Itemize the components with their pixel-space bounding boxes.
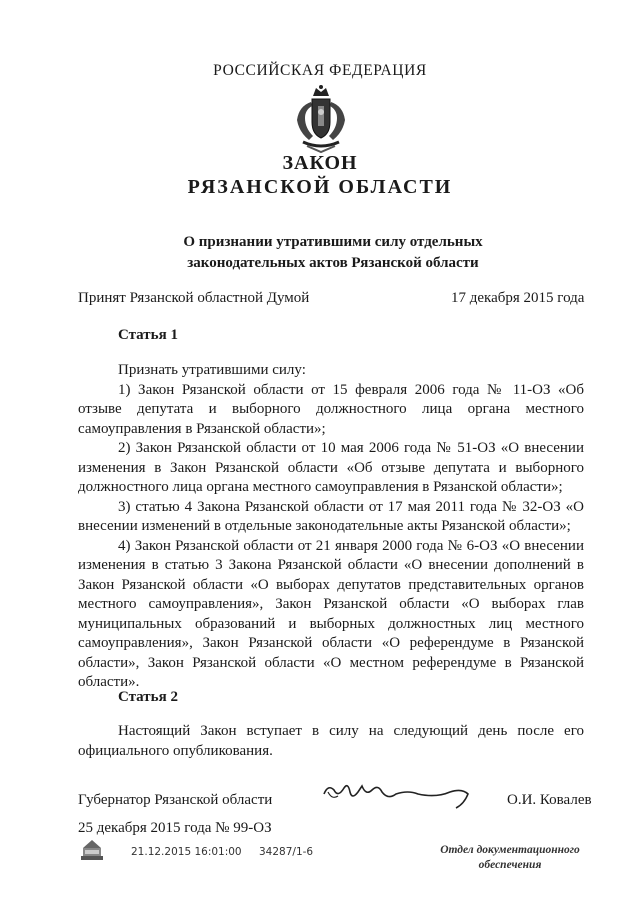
article-2-heading: Статья 2 [118, 689, 178, 705]
article-2-paragraph: Настоящий Закон вступает в силу на следующий день после его официального опубликования. [78, 723, 584, 759]
article-1-paragraph: 2) Закон Рязанской области от 10 мая 2006 года № 51-ОЗ «О внесении изменения в Закон Рязанской области «Об отзыве депутата и выборного должностного лица органа местного самоуправления в Рязанской области»; [78, 440, 584, 495]
law-region: РЯЗАНСКОЙ ОБЛАСТИ [187, 176, 453, 198]
article-1-paragraph: 4) Закон Рязанской области от 21 января 2000 года № 6-ОЗ «О внесении изменения в статью 3 Закона Рязанской области «О внесении дополнений в Закон Рязанской области «О выборах депутатов представительных органов местного самоуправления», Закон Рязанской области «О выборах глав муниципальных образований и выборных должностных лиц местного самоуправления», Закон Рязанской области «О референдуме в Рязанской области», Закон Рязанской области «О местном референдуме в Рязанской области». [78, 537, 584, 690]
department-stamp-line-1: Отдел документационного [440, 844, 580, 856]
adopted-date: 17 декабря 2015 года [451, 290, 585, 306]
department-stamp-line-2: обеспечения [478, 859, 542, 871]
signing-date-number: 25 декабря 2015 года № 99-ОЗ [78, 820, 272, 836]
article-1-paragraph: 1) Закон Рязанской области от 15 февраля 2006 года № 11-ОЗ «Об отзыве депутата и выборного должностного лица органа местного самоуправления в Рязанской области»; [78, 381, 584, 437]
governor-name: О.И. Ковалев [507, 792, 592, 808]
registration-number: 34287/1-6 [259, 846, 314, 858]
governor-title: Губернатор Рязанской области [78, 792, 273, 808]
registry-logo-icon [79, 839, 105, 861]
article-1-heading: Статья 1 [118, 327, 178, 343]
signature [318, 770, 480, 810]
adopted-by: Принят Рязанской областной Думой [78, 290, 310, 306]
article-1-paragraph: 3) статью 4 Закона Рязанской области от 17 мая 2011 года № 32-ОЗ «О внесении изменений в отдельные законодательные акты Рязанской области»; [78, 498, 584, 534]
country-header: РОССИЙСКАЯ ФЕДЕРАЦИЯ [213, 62, 427, 79]
law-title: ЗАКОН [282, 152, 358, 174]
article-1-body [78, 361, 584, 693]
coat-of-arms-icon [285, 84, 357, 154]
registration-timestamp: 21.12.2015 16:01:00 [131, 846, 242, 858]
law-subject-line-1: О признании утратившими силу отдельных [183, 234, 483, 250]
law-subject-line-2: законодательных актов Рязанской области [187, 255, 479, 271]
article-2-body [78, 722, 584, 761]
article-1-paragraph: Признать утратившими силу: [118, 362, 306, 378]
